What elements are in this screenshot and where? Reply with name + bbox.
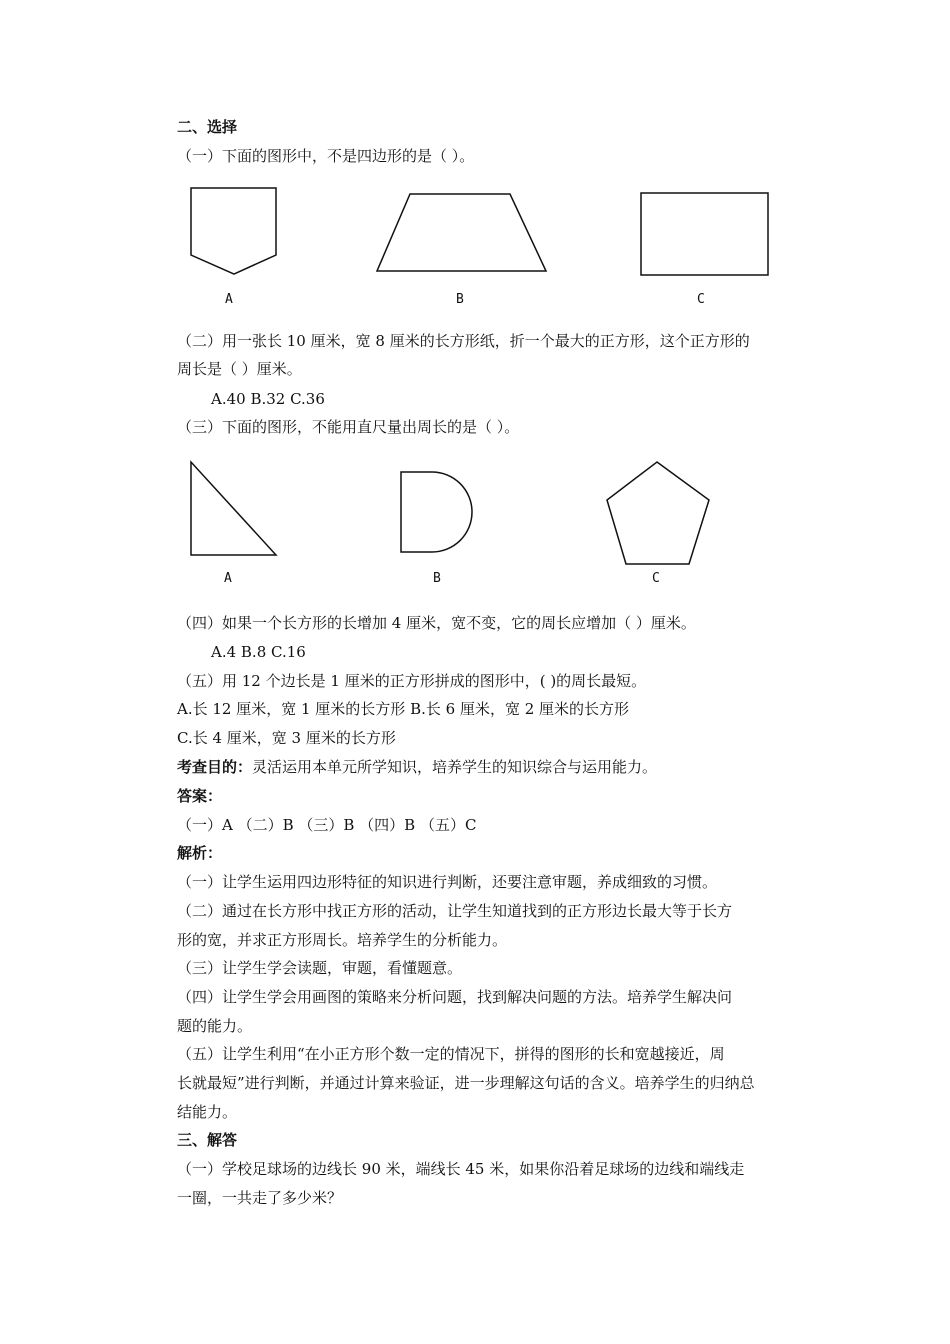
shape-right-triangle bbox=[191, 462, 276, 555]
question-1: （一）下面的图形中，不是四边形的是（ ）。 bbox=[177, 147, 475, 165]
analysis-4-line-2: 题的能力。 bbox=[177, 1017, 253, 1035]
question-2-line-2: 周长是（ ）厘米。 bbox=[177, 360, 302, 378]
solve-question-1-line-2: 一圈，一共走了多少米？ bbox=[177, 1189, 343, 1207]
shape-label-b: B bbox=[456, 292, 464, 307]
question-4-options: A.4 B.8 C.16 bbox=[211, 643, 306, 661]
shape-d-semicircle bbox=[401, 472, 472, 552]
section-heading-choice: 二、选择 bbox=[177, 118, 238, 136]
purpose-label: 考查目的： bbox=[177, 758, 253, 776]
question-5: （五）用 12 个边长是 1 厘米的正方形拼成的图形中，( )的周长最短。 bbox=[177, 672, 647, 690]
shape-label-a: A bbox=[225, 292, 233, 307]
question-2-line-1: （二）用一张长 10 厘米，宽 8 厘米的长方形纸，折一个最大的正方形，这个正方形的 bbox=[177, 332, 750, 350]
question-4: （四）如果一个长方形的长增加 4 厘米，宽不变，它的周长应增加（ ）厘米。 bbox=[177, 614, 696, 632]
shape-label-c: C bbox=[652, 571, 660, 586]
analysis-5-line-3: 结能力。 bbox=[177, 1103, 238, 1121]
analysis-1: （一）让学生运用四边形特征的知识进行判断，还要注意审题，养成细致的习惯。 bbox=[177, 873, 718, 891]
shape-label-b: B bbox=[433, 571, 441, 586]
purpose-text: 灵活运用本单元所学知识，培养学生的知识综合与运用能力。 bbox=[252, 758, 658, 776]
answer-text: （一）A （二）B （三）B （四）B （五）C bbox=[177, 816, 477, 834]
purpose-paragraph bbox=[177, 757, 657, 777]
question-5-options-line-2: C.长 4 厘米，宽 3 厘米的长方形 bbox=[177, 729, 396, 747]
shape-pentagon-shield bbox=[191, 188, 276, 274]
shape-trapezoid bbox=[377, 194, 546, 271]
shape-label-c: C bbox=[697, 292, 705, 307]
solve-question-1-line-1: （一）学校足球场的边线长 90 米，端线长 45 米，如果你沿着足球场的边线和端线走 bbox=[177, 1160, 745, 1178]
shape-label-a: A bbox=[224, 571, 232, 586]
analysis-5-line-1: （五）让学生利用“在小正方形个数一定的情况下，拼得的图形的长和宽越接近，周 bbox=[177, 1045, 725, 1063]
answer-label: 答案： bbox=[177, 787, 223, 805]
question-2-options: A.40 B.32 C.36 bbox=[211, 390, 325, 408]
shape-regular-pentagon bbox=[607, 462, 709, 564]
question-3: （三）下面的图形，不能用直尺量出周长的是（ ）。 bbox=[177, 418, 520, 436]
analysis-3: （三）让学生学会读题，审题，看懂题意。 bbox=[177, 959, 463, 977]
section-heading-answer: 三、解答 bbox=[177, 1131, 238, 1149]
analysis-2-line-2: 形的宽，并求正方形周长。培养学生的分析能力。 bbox=[177, 931, 508, 949]
analysis-label: 解析： bbox=[177, 844, 223, 862]
shape-rectangle bbox=[641, 193, 768, 275]
analysis-2-line-1: （二）通过在长方形中找正方形的活动，让学生知道找到的正方形边长最大等于长方 bbox=[177, 902, 733, 920]
question-5-options-line-1: A.长 12 厘米，宽 1 厘米的长方形 B.长 6 厘米，宽 2 厘米的长方形 bbox=[177, 700, 630, 718]
analysis-5-line-2: 长就最短”进行判断，并通过计算来验证，进一步理解这句话的含义。培养学生的归纳总 bbox=[177, 1074, 755, 1092]
analysis-4-line-1: （四）让学生学会用画图的策略来分析问题，找到解决问题的方法。培养学生解决问 bbox=[177, 988, 733, 1006]
